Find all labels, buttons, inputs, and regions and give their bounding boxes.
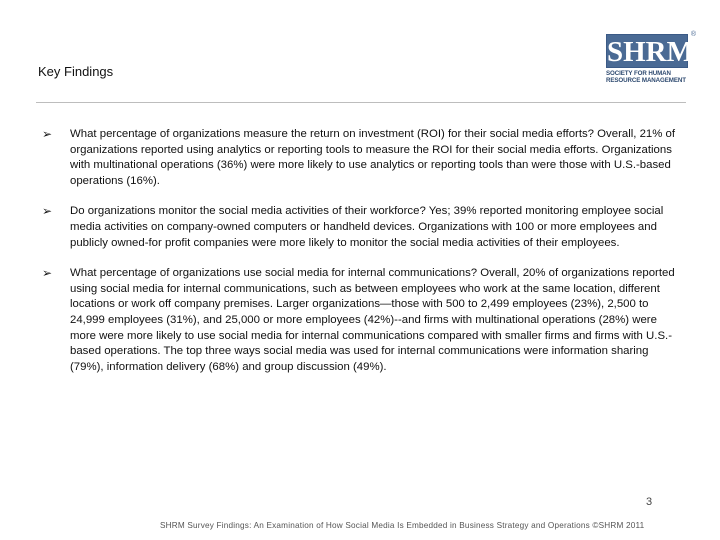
logo-subtitle-line2: RESOURCE MANAGEMENT xyxy=(606,77,686,84)
page-title: Key Findings xyxy=(38,64,114,79)
registered-mark: ® xyxy=(690,31,696,38)
page-number: 3 xyxy=(646,496,653,508)
arrow-bullet-icon: ➢ xyxy=(42,266,53,281)
finding-text: Do organizations monitor the social media activities of their workforce? Yes; 39% reported monitoring employee social media activities on company-owned computers or handheld devices. Organizations with 100 or more employees and publicly owned-for profit companies were more likely to monitor the social media activities of their employees. xyxy=(70,205,664,249)
finding-text: What percentage of organizations use social media for internal communications? Overall, 20% of organizations reported using social media for internal communications, such as between employees who work at the same location, different locations or work off company premises. Larger organizations—those with 500 to 2,499 employees (23%), 2,500 to 24,999 employees (31%), and 25,000 or more employees (42%)--and firms with multinational operations (28%) were more were more likely to use social media for internal communications compared with smaller firms and firms with U.S.-based operations. The top three ways social media was used for internal communications were information sharing (79%), information delivery (68%) and group discussion (49%). xyxy=(70,267,675,373)
arrow-bullet-icon: ➢ xyxy=(42,204,53,219)
finding-text: What percentage of organizations measure the return on investment (ROI) for their social media efforts? Overall, 21% of organizations reported using analytics or reporting tools to measure the ROI for their social media efforts. Organizations with multinational operations (36%) were more likely to use analytics or reporting tools than were those with U.S.-based operations (16%). xyxy=(70,128,676,187)
logo-wordmark: SHRM xyxy=(607,36,694,68)
finding-item xyxy=(42,204,682,251)
logo-subtitle-line1: SOCIETY FOR HUMAN xyxy=(606,70,671,77)
arrow-bullet-icon: ➢ xyxy=(42,127,53,141)
logo-subtitle xyxy=(606,70,688,84)
logo-box xyxy=(606,34,694,68)
findings-list xyxy=(42,127,682,375)
header-divider xyxy=(36,102,686,103)
finding-item xyxy=(42,127,682,189)
shrm-logo xyxy=(606,31,696,86)
finding-item xyxy=(42,266,682,375)
footer-text: SHRM Survey Findings: An Examination of How Social Media Is Embedded in Business Strategy and Operations ©SHRM 2011 xyxy=(160,521,645,530)
